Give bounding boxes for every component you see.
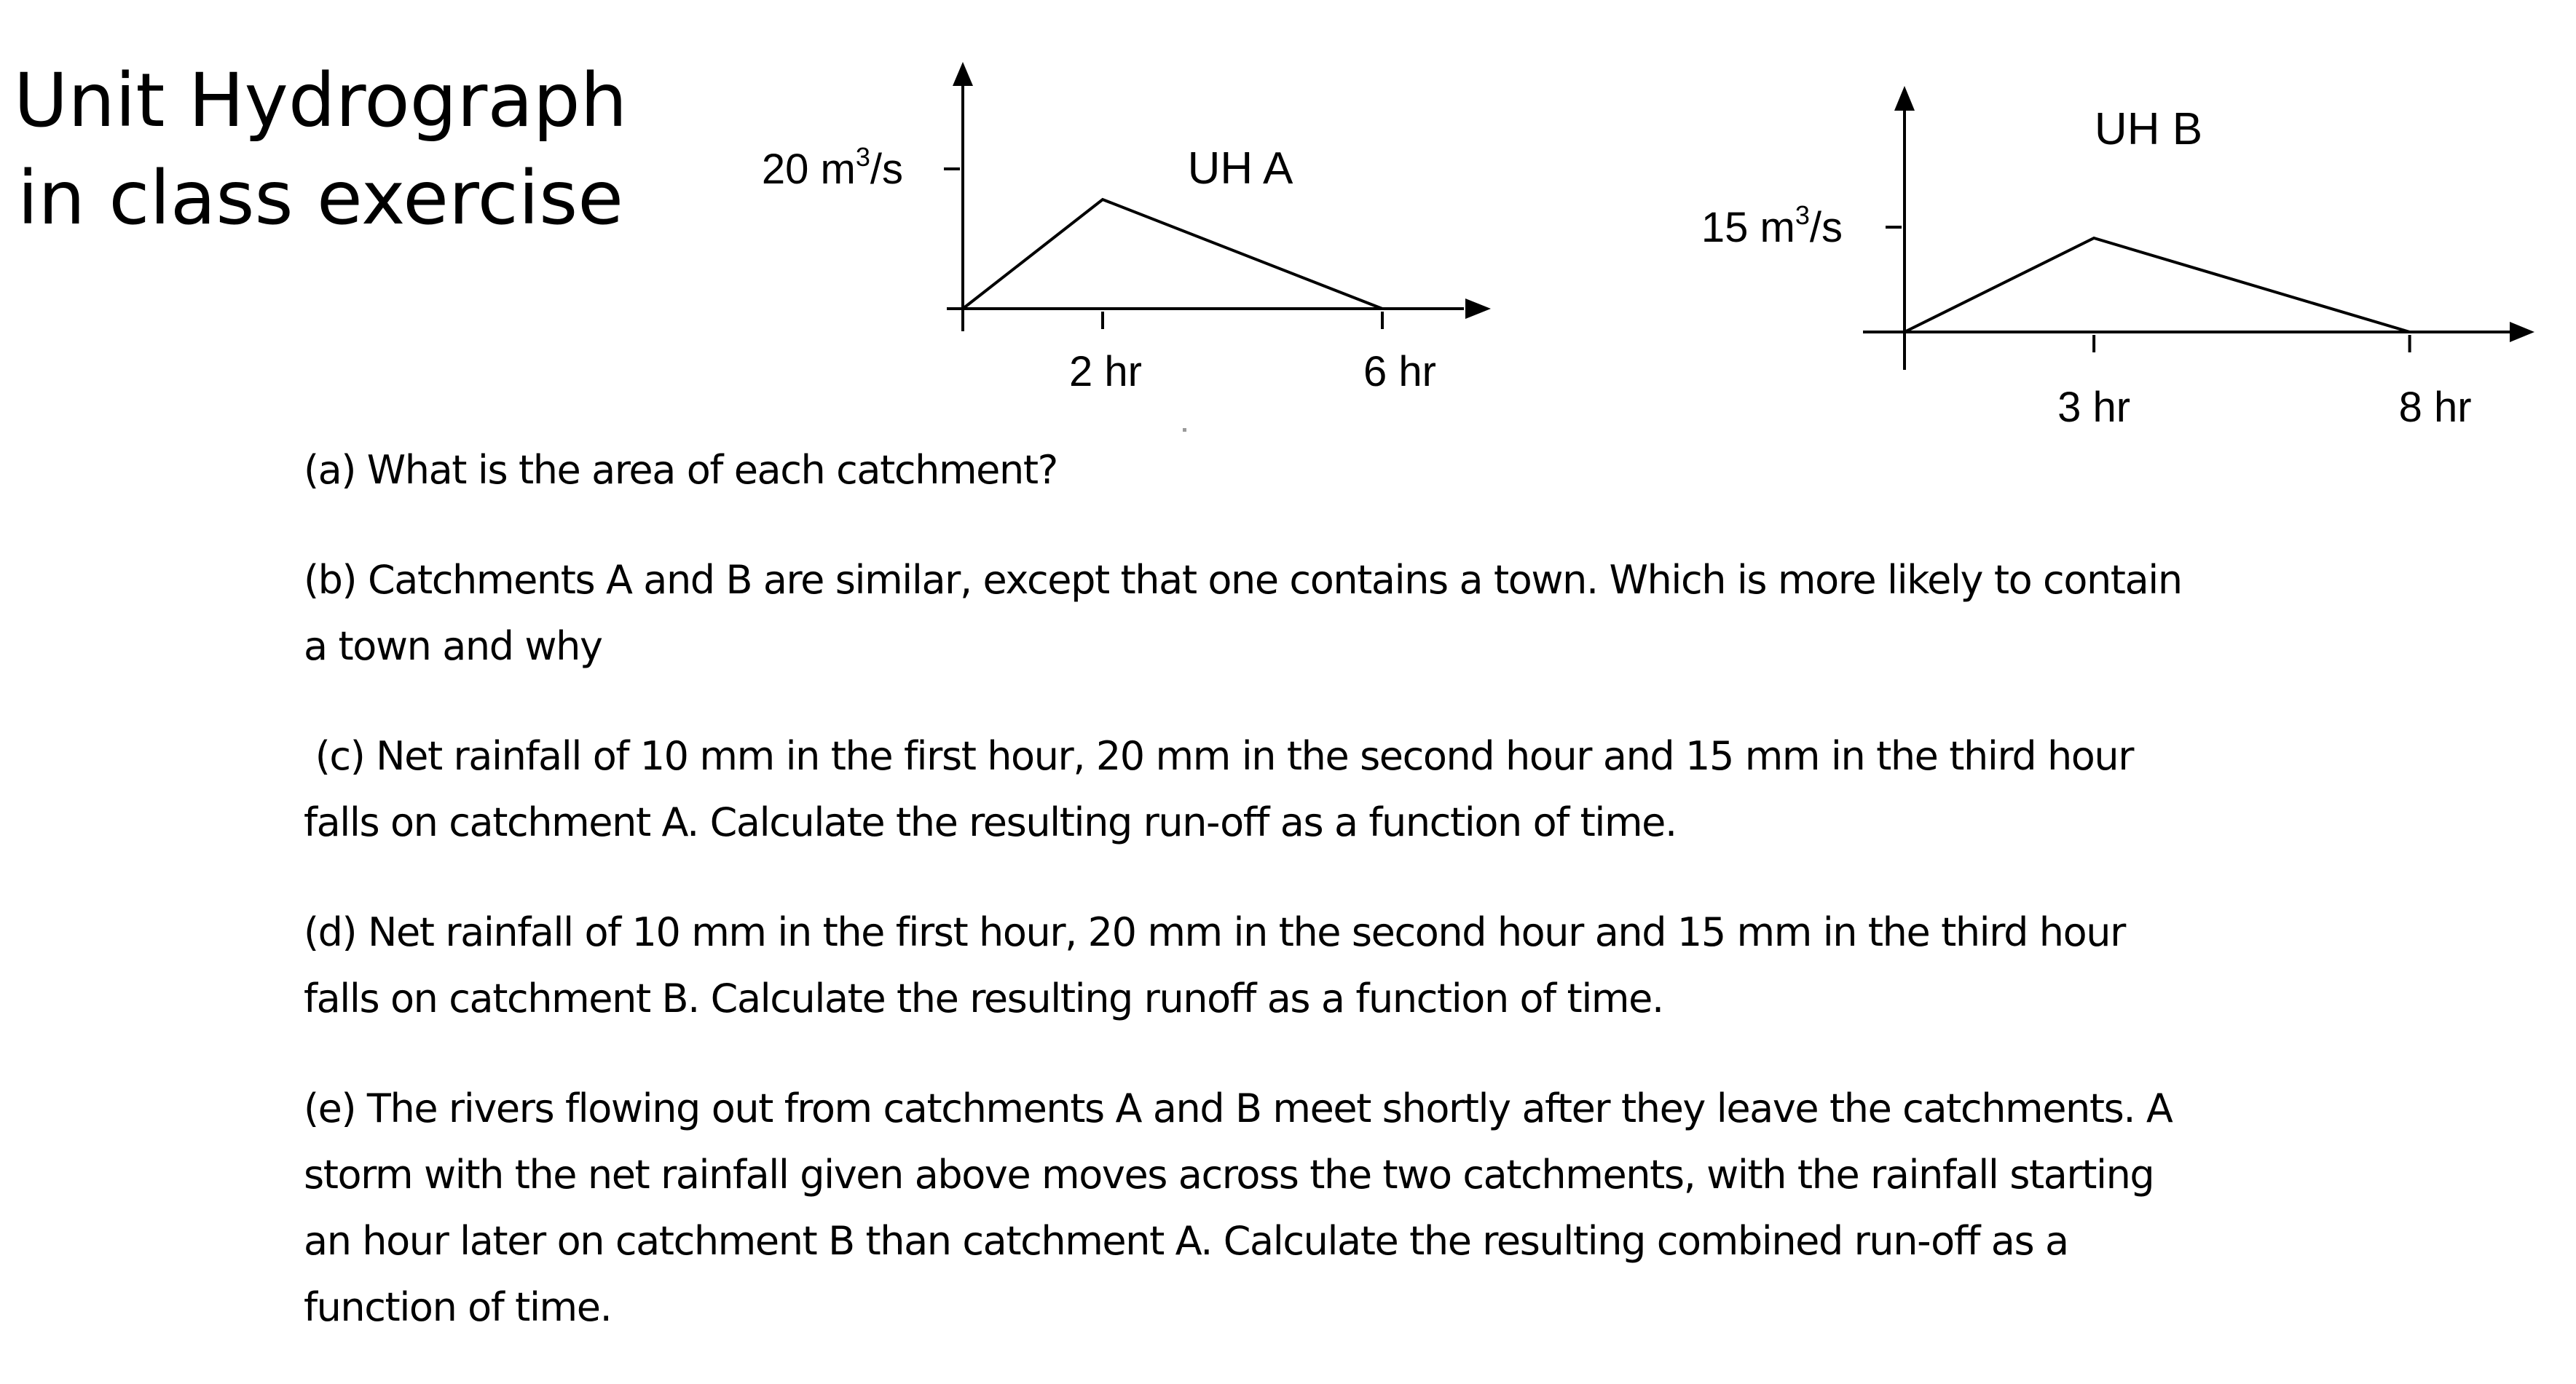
question-e-line-3: an hour later on catchment B than catchment A. Calculate the resulting combined run-off as a xyxy=(304,1218,2068,1264)
question-a xyxy=(304,437,2270,503)
question-d-line-2: falls on catchment B. Calculate the resulting runoff as a function of time. xyxy=(304,976,1663,1021)
slide-title-line-2: in class exercise xyxy=(17,155,623,242)
uh-a-hydrograph-line xyxy=(963,199,1382,309)
question-e-line-4: function of time. xyxy=(304,1284,612,1330)
uh-b-x-axis-arrow-icon xyxy=(2510,322,2534,342)
uh-a-peak-label: 20 $m^3/s$ xyxy=(761,142,903,193)
unit-hydrograph-b-chart xyxy=(1661,73,2576,451)
question-d xyxy=(304,899,2270,1032)
question-b xyxy=(304,547,2270,679)
uh-b-hydrograph-line xyxy=(1905,238,2410,332)
uh-b-y-axis-arrow-icon xyxy=(1894,86,1915,111)
uh-b-x-tick-label-1: 3 hr xyxy=(2057,384,2131,431)
uh-b-peak-label: 15 $m^3/s$ xyxy=(1701,200,1843,251)
uh-b-title: UH B xyxy=(2094,104,2203,154)
uh-a-x-tick-label-2: 6 hr xyxy=(1363,348,1436,395)
question-b-line-1: (b) Catchments A and B are similar, except that one contains a town. Which is more likely to contain xyxy=(304,557,2182,603)
uh-a-y-axis-arrow-icon xyxy=(953,62,973,86)
question-list xyxy=(304,437,2270,1384)
slide-title-line-1: Unit Hydrograph xyxy=(13,58,628,144)
uh-b-x-tick-label-2: 8 hr xyxy=(2398,384,2472,431)
uh-a-title: UH A xyxy=(1187,143,1293,194)
slide-title xyxy=(0,52,641,248)
question-e xyxy=(304,1075,2270,1340)
question-d-line-1: (d) Net rainfall of 10 mm in the first hour, 20 mm in the second hour and 15 mm in the third hour xyxy=(304,909,2125,955)
separator-dot xyxy=(1183,428,1186,432)
uh-a-x-axis-arrow-icon xyxy=(1465,298,1491,319)
question-c-line-2: falls on catchment A. Calculate the resulting run-off as a function of time. xyxy=(304,799,1677,845)
unit-hydrograph-a-chart xyxy=(721,58,1500,408)
question-a-line-1: (a) What is the area of each catchment? xyxy=(304,447,1057,493)
question-c xyxy=(304,723,2270,855)
question-e-line-2: storm with the net rainfall given above moves across the two catchments, with the rainfall starting xyxy=(304,1152,2154,1198)
question-b-line-2: a town and why xyxy=(304,623,602,669)
question-e-line-1: (e) The rivers flowing out from catchments A and B meet shortly after they leave the catchments. A xyxy=(304,1086,2173,1131)
uh-a-x-tick-label-1: 2 hr xyxy=(1069,348,1142,395)
question-c-line-1: (c) Net rainfall of 10 mm in the first hour, 20 mm in the second hour and 15 mm in the third hour xyxy=(304,733,2134,779)
